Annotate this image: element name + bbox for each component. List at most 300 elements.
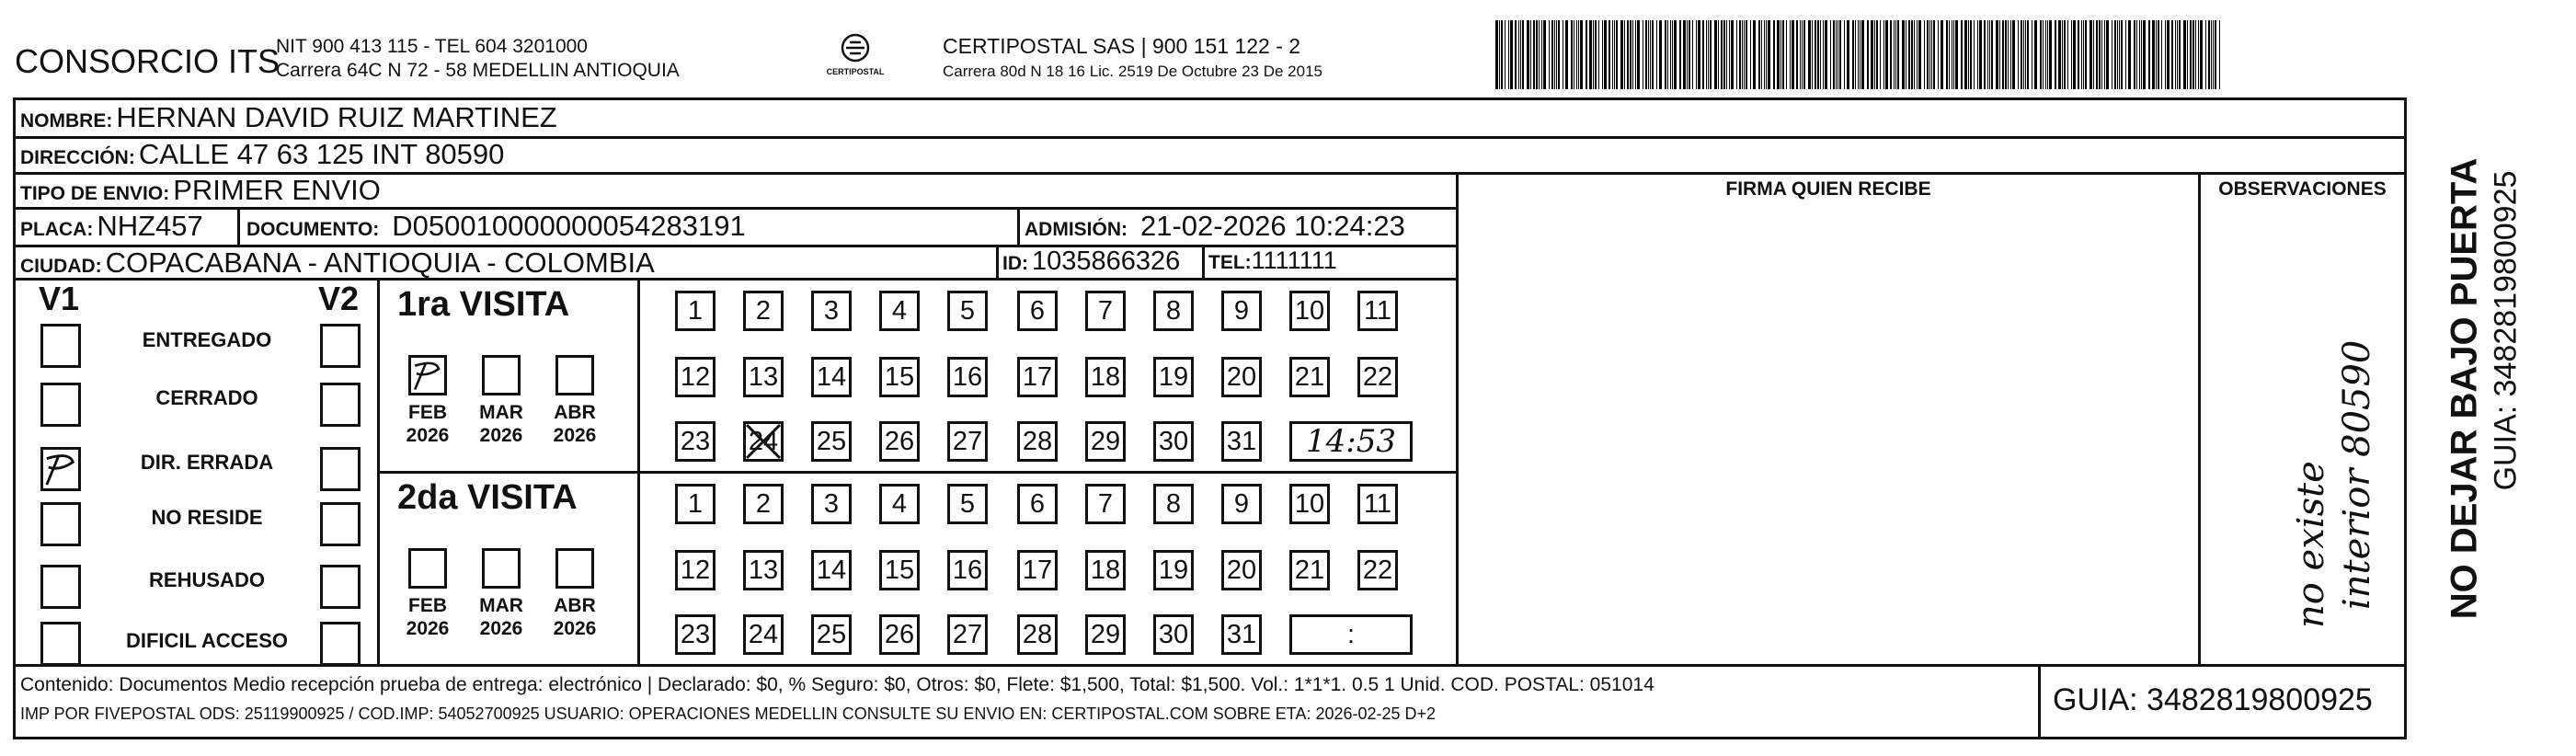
status-v1-checkbox[interactable]	[40, 383, 81, 427]
logo-icon	[837, 33, 874, 64]
barcode-bar	[1750, 20, 1751, 89]
day-box[interactable]	[743, 484, 784, 524]
placa-label: PLACA:	[20, 219, 94, 240]
barcode-bar	[1586, 20, 1587, 89]
month-checkbox[interactable]	[555, 355, 594, 395]
check-mark-icon	[411, 358, 444, 393]
barcode-bar	[2190, 20, 2192, 89]
barcode-bar	[2219, 20, 2220, 89]
day-box[interactable]	[743, 291, 784, 331]
barcode-bar	[1554, 20, 1555, 89]
month-year: 2026	[479, 618, 523, 639]
barcode-bar	[1580, 20, 1583, 89]
day-box[interactable]	[1085, 550, 1126, 590]
barcode-bar	[1729, 20, 1730, 89]
day-number: 4	[891, 295, 908, 326]
day-box[interactable]	[1153, 550, 1194, 590]
day-number: 24	[748, 426, 779, 456]
logo-text: CERTIPOSTAL	[826, 67, 885, 76]
barcode-bar	[1616, 20, 1618, 89]
day-number: 15	[884, 555, 915, 585]
barcode-bar	[1565, 20, 1568, 89]
barcode-bar	[1687, 20, 1688, 89]
month-label	[399, 401, 456, 447]
month-year: 2026	[553, 618, 597, 639]
barcode-bar	[2089, 20, 2092, 89]
barcode-bar	[1914, 20, 1915, 89]
month-year: 2026	[479, 425, 523, 446]
barcode-bar	[1543, 20, 1546, 89]
day-number: 8	[1165, 488, 1182, 519]
barcode-bar	[1539, 20, 1540, 89]
day-box[interactable]	[1221, 421, 1262, 462]
day-box[interactable]	[675, 550, 716, 590]
barcode-bar	[1825, 20, 1827, 89]
status-v1-checkbox[interactable]	[40, 447, 81, 491]
day-box[interactable]	[743, 550, 784, 590]
barcode-bar	[2175, 20, 2176, 89]
barcode-bar	[1808, 20, 1811, 89]
firma-header: FIRMA QUIEN RECIBE	[1725, 178, 1931, 200]
barcode-bar	[1938, 20, 1939, 89]
barcode-bar	[1598, 20, 1599, 89]
barcode-bar	[1692, 20, 1693, 89]
day-box[interactable]	[1153, 484, 1194, 524]
day-number: 25	[816, 426, 847, 456]
day-box[interactable]	[879, 614, 920, 655]
barcode-bar	[1964, 20, 1967, 89]
barcode-bar	[2198, 20, 2199, 89]
day-box[interactable]	[1017, 291, 1058, 331]
barcode-bar	[2125, 20, 2126, 89]
day-box[interactable]	[811, 614, 852, 655]
day-number: 29	[1090, 619, 1121, 649]
barcode-bar	[2045, 20, 2046, 89]
day-box[interactable]	[947, 614, 988, 655]
visit-time-box[interactable]	[1289, 614, 1413, 655]
barcode-bar	[1739, 20, 1741, 89]
day-number: 13	[748, 361, 779, 392]
barcode-bar	[1977, 20, 1978, 89]
barcode-bar	[1890, 20, 1892, 89]
barcode-bar	[1696, 20, 1697, 89]
barcode-bar	[1683, 20, 1686, 89]
barcode-bar	[1941, 20, 1943, 89]
month-checkbox[interactable]	[482, 548, 521, 589]
day-box[interactable]	[1221, 291, 1262, 331]
certipostal-line1: CERTIPOSTAL SAS | 900 151 122 - 2	[943, 34, 1301, 58]
barcode-bar	[2104, 20, 2105, 89]
field-admision	[1025, 210, 1405, 243]
day-number: 14	[816, 555, 847, 585]
day-number: 5	[959, 295, 976, 326]
barcode-bar	[2081, 20, 2082, 89]
day-box[interactable]	[879, 291, 920, 331]
barcode-bar	[1614, 20, 1615, 89]
barcode-bar	[2018, 20, 2019, 89]
day-number: 4	[891, 488, 908, 519]
day-number: 30	[1158, 619, 1189, 649]
month-checkbox[interactable]	[555, 548, 594, 589]
barcode-bar	[1989, 20, 1990, 89]
barcode-bar	[1968, 20, 1969, 89]
day-number: 2	[755, 295, 772, 326]
day-box[interactable]	[879, 484, 920, 524]
certipostal-line2: Carrera 80d N 18 16 Lic. 2519 De Octubre 23 De 2015	[943, 63, 1322, 80]
day-box[interactable]	[1085, 484, 1126, 524]
month-name: MAR	[479, 595, 523, 616]
status-v2-checkbox[interactable]	[320, 447, 361, 491]
visit-time-box[interactable]	[1289, 421, 1413, 462]
barcode-bar	[1883, 20, 1884, 89]
barcode-bar	[1855, 20, 1856, 89]
barcode-bar	[1656, 20, 1657, 89]
barcode-bar	[1996, 20, 1998, 89]
day-box[interactable]	[1289, 291, 1330, 331]
barcode-bar	[2119, 20, 2120, 89]
barcode-bar	[1667, 20, 1668, 89]
visit-title: 1ra VISITA	[397, 285, 570, 324]
barcode-bar	[1800, 20, 1801, 89]
day-box[interactable]	[1357, 484, 1398, 524]
barcode-bar	[2008, 20, 2009, 89]
barcode-bar	[1609, 20, 1610, 89]
day-box[interactable]	[947, 550, 988, 590]
barcode-bar	[1897, 20, 1899, 89]
day-number: 10	[1294, 488, 1325, 519]
barcode-bar	[1911, 20, 1913, 89]
day-box[interactable]	[947, 421, 988, 462]
day-box[interactable]	[743, 614, 784, 655]
barcode-bar	[1792, 20, 1794, 89]
barcode-bar	[2167, 20, 2170, 89]
barcode-bar	[2141, 20, 2142, 89]
barcode-bar	[1674, 20, 1677, 89]
barcode-bar	[1721, 20, 1723, 89]
barcode-bar	[1536, 20, 1538, 89]
barcode-bar	[1723, 20, 1725, 89]
barcode-bar	[1533, 20, 1535, 89]
day-number: 11	[1363, 295, 1392, 326]
barcode-bar	[2171, 20, 2173, 89]
barcode-bar	[1858, 20, 1859, 89]
barcode-bar	[1790, 20, 1791, 89]
barcode-bar	[1758, 20, 1760, 89]
barcode-bar	[1689, 20, 1690, 89]
day-number: 28	[1022, 619, 1053, 649]
certipostal-logo	[819, 33, 892, 85]
barcode-bar	[1999, 20, 2000, 89]
status-v2-checkbox[interactable]	[320, 383, 361, 427]
status-v2-checkbox[interactable]	[320, 565, 361, 609]
day-box[interactable]	[811, 421, 852, 462]
observaciones-handwriting	[2201, 212, 2404, 662]
day-number: 21	[1294, 555, 1325, 585]
barcode-bar	[1510, 20, 1513, 89]
barcode-bar	[1501, 20, 1503, 89]
barcode-bar	[1710, 20, 1712, 89]
barcode-bar	[1635, 20, 1636, 89]
barcode-bar	[1648, 20, 1649, 89]
barcode-bar	[1731, 20, 1734, 89]
day-box[interactable]	[1017, 550, 1058, 590]
barcode-bar	[1833, 20, 1835, 89]
barcode-bar	[1984, 20, 1986, 89]
day-box[interactable]	[743, 421, 784, 462]
barcode-bar	[1627, 20, 1629, 89]
day-box[interactable]	[947, 357, 988, 397]
tipo-value: PRIMER ENVIO	[173, 174, 381, 206]
day-number: 26	[884, 619, 915, 649]
barcode-bar	[1571, 20, 1573, 89]
barcode-bar	[1726, 20, 1727, 89]
barcode-bar	[1637, 20, 1640, 89]
day-box[interactable]	[675, 357, 716, 397]
day-box[interactable]	[1017, 421, 1058, 462]
day-number: 3	[823, 488, 840, 519]
day-box[interactable]	[743, 357, 784, 397]
month-name: ABR	[554, 402, 596, 423]
barcode-bar	[2179, 20, 2181, 89]
day-box[interactable]	[947, 291, 988, 331]
day-number: 7	[1097, 488, 1114, 519]
day-box[interactable]	[1221, 614, 1262, 655]
barcode-bar	[1796, 20, 1798, 89]
day-box[interactable]	[1017, 614, 1058, 655]
day-box[interactable]	[811, 484, 852, 524]
day-box[interactable]	[1221, 357, 1262, 397]
barcode-bar	[1773, 20, 1775, 89]
month-checkbox[interactable]	[408, 548, 447, 589]
barcode-bar	[1508, 20, 1509, 89]
day-number: 22	[1362, 361, 1393, 392]
day-number: 10	[1294, 295, 1325, 326]
status-v1-checkbox[interactable]	[40, 565, 81, 609]
day-number: 22	[1362, 555, 1393, 585]
day-number: 26	[884, 426, 915, 456]
barcode-bar	[1530, 20, 1531, 89]
barcode-bar	[2096, 20, 2098, 89]
day-box[interactable]	[1289, 357, 1330, 397]
day-box[interactable]	[879, 357, 920, 397]
day-number: 9	[1233, 488, 1250, 519]
barcode-bar	[2195, 20, 2196, 89]
day-box[interactable]	[1221, 550, 1262, 590]
day-box[interactable]	[947, 484, 988, 524]
month-year: 2026	[406, 618, 450, 639]
day-box[interactable]	[879, 421, 920, 462]
direccion-label: DIRECCIÓN:	[20, 147, 135, 168]
month-checkbox[interactable]	[408, 355, 447, 395]
barcode-bar	[1847, 20, 1849, 89]
day-number: 18	[1090, 555, 1121, 585]
barcode-bar	[2012, 20, 2015, 89]
day-box[interactable]	[1085, 614, 1126, 655]
barcode-bar	[2027, 20, 2029, 89]
barcode-bar	[2099, 20, 2101, 89]
barcode-bar	[1844, 20, 1845, 89]
day-number: 16	[952, 361, 983, 392]
day-box[interactable]	[1357, 550, 1398, 590]
footer-guia: GUIA: 3482819800925	[2053, 682, 2373, 717]
day-box[interactable]	[1357, 291, 1398, 331]
day-number: 23	[680, 619, 711, 649]
barcode-bar	[1645, 20, 1647, 89]
day-number: 16	[952, 555, 983, 585]
barcode-bar	[2143, 20, 2146, 89]
barcode-bar	[1576, 20, 1577, 89]
barcode-bar	[1620, 20, 1623, 89]
barcode-bar	[1515, 20, 1517, 89]
barcode-bar	[2121, 20, 2123, 89]
barcode-bar	[1551, 20, 1553, 89]
day-box[interactable]	[1289, 550, 1330, 590]
barcode-bar	[1991, 20, 1993, 89]
day-box[interactable]	[1357, 357, 1398, 397]
status-label: NO RESIDE	[151, 506, 263, 529]
day-number: 8	[1165, 295, 1182, 326]
barcode-bar	[1764, 20, 1765, 89]
day-box[interactable]	[1289, 484, 1330, 524]
ciudad-value: COPACABANA - ANTIOQUIA - COLOMBIA	[105, 246, 655, 279]
day-number: 1	[687, 488, 704, 519]
barcode-bar	[1812, 20, 1813, 89]
barcode-bar	[2049, 20, 2052, 89]
field-direccion	[20, 138, 504, 171]
barcode-bar	[1902, 20, 1905, 89]
status-v1-checkbox[interactable]	[40, 502, 81, 546]
barcode-bar	[1522, 20, 1524, 89]
barcode-bar	[2156, 20, 2157, 89]
barcode-bar	[2114, 20, 2116, 89]
barcode-bar	[2034, 20, 2037, 89]
barcode-bar	[1527, 20, 1529, 89]
field-tipo	[20, 174, 381, 207]
status-v2-checkbox[interactable]	[320, 622, 361, 666]
day-number: 6	[1029, 488, 1046, 519]
day-box[interactable]	[1221, 484, 1262, 524]
barcode-bar	[1499, 20, 1500, 89]
day-box[interactable]	[1085, 291, 1126, 331]
admision-label: ADMISIÓN:	[1025, 219, 1128, 240]
barcode-bar	[1505, 20, 1506, 89]
barcode-bar	[1630, 20, 1631, 89]
barcode-bar	[1929, 20, 1930, 89]
day-number: 28	[1022, 426, 1053, 456]
day-box[interactable]	[1017, 484, 1058, 524]
month-label	[546, 594, 603, 640]
status-v2-checkbox[interactable]	[320, 502, 361, 546]
day-box[interactable]	[879, 550, 920, 590]
barcode-bar	[2211, 20, 2212, 89]
day-box[interactable]	[811, 550, 852, 590]
barcode-bar	[1549, 20, 1550, 89]
field-tel	[1208, 246, 1337, 275]
barcode-bar	[1949, 20, 1950, 89]
footer-contenido: Contenido: Documentos Medio recepción prueba de entrega: electrónico | Declarado: $0, % Seguro: $0, Otros: $0, Flete: $1,500, Total: $1,500. Vol.: 1*1*1. 0.5 1 Unid. COD. POSTAL: 051014	[20, 674, 1654, 695]
day-number: 30	[1158, 426, 1189, 456]
id-label: ID:	[1002, 253, 1028, 274]
barcode-bar	[1624, 20, 1625, 89]
day-box[interactable]	[1153, 421, 1194, 462]
day-number: 31	[1226, 619, 1257, 649]
barcode-bar	[1987, 20, 1988, 89]
nombre-label: NOMBRE:	[20, 110, 113, 132]
day-box[interactable]	[811, 357, 852, 397]
day-box[interactable]	[1085, 357, 1126, 397]
barcode-bar	[1556, 20, 1557, 89]
day-number: 17	[1022, 555, 1053, 585]
barcode-bar	[1708, 20, 1709, 89]
company-name: CONSORCIO ITS	[15, 42, 280, 80]
status-label: DIFICIL ACCESO	[125, 629, 288, 652]
barcode-bar	[1953, 20, 1954, 89]
day-box[interactable]	[1153, 291, 1194, 331]
barcode-bar	[2152, 20, 2155, 89]
barcode-bar	[2139, 20, 2140, 89]
status-v1-checkbox[interactable]	[40, 324, 81, 368]
barcode-bar	[1520, 20, 1521, 89]
barcode-bar	[1839, 20, 1841, 89]
company-nit: NIT 900 413 115 - TEL 604 3201000	[276, 36, 588, 57]
barcode-bar	[1817, 20, 1819, 89]
barcode-bar	[1595, 20, 1597, 89]
status-label: CERRADO	[155, 386, 258, 409]
barcode-bar	[1946, 20, 1948, 89]
barcode-bar	[1927, 20, 1929, 89]
day-box[interactable]	[675, 421, 716, 462]
barcode-bar	[1786, 20, 1787, 89]
direccion-value: CALLE 47 63 125 INT 80590	[138, 138, 505, 170]
status-v1-checkbox[interactable]	[40, 622, 81, 666]
barcode-bar	[1974, 20, 1975, 89]
day-number: 31	[1226, 426, 1257, 456]
barcode-bar	[1665, 20, 1666, 89]
month-checkbox[interactable]	[482, 355, 521, 395]
barcode-bar	[1931, 20, 1932, 89]
barcode-bar	[1871, 20, 1873, 89]
day-number: 18	[1090, 361, 1121, 392]
side-no-dejar: NO DEJAR BAJO PUERTA	[2444, 157, 2485, 620]
day-number: 24	[748, 619, 779, 649]
barcode-bar	[2055, 20, 2056, 89]
day-box[interactable]	[1085, 421, 1126, 462]
day-box[interactable]	[675, 484, 716, 524]
tipo-label: TIPO DE ENVIO:	[20, 183, 170, 204]
day-box[interactable]	[811, 291, 852, 331]
day-box[interactable]	[1153, 614, 1194, 655]
tel-label: TEL:	[1208, 252, 1252, 273]
field-id	[1002, 246, 1180, 277]
admision-value: 21-02-2026 10:24:23	[1140, 210, 1405, 242]
barcode-bar	[1718, 20, 1719, 89]
day-box[interactable]	[1153, 357, 1194, 397]
day-box[interactable]	[675, 291, 716, 331]
barcode-bar	[1876, 20, 1878, 89]
status-v2-checkbox[interactable]	[320, 324, 361, 368]
company-address: Carrera 64C N 72 - 58 MEDELLIN ANTIOQUIA	[276, 60, 680, 81]
barcode-bar	[2067, 20, 2068, 89]
barcode-bar	[2200, 20, 2203, 89]
visit-title: 2da VISITA	[397, 478, 578, 517]
day-box[interactable]	[1017, 357, 1058, 397]
barcode-bar	[2177, 20, 2178, 89]
barcode-bar	[2128, 20, 2131, 89]
month-label	[399, 594, 456, 640]
day-box[interactable]	[675, 614, 716, 655]
barcode-bar	[2192, 20, 2194, 89]
barcode-bar	[1589, 20, 1592, 89]
